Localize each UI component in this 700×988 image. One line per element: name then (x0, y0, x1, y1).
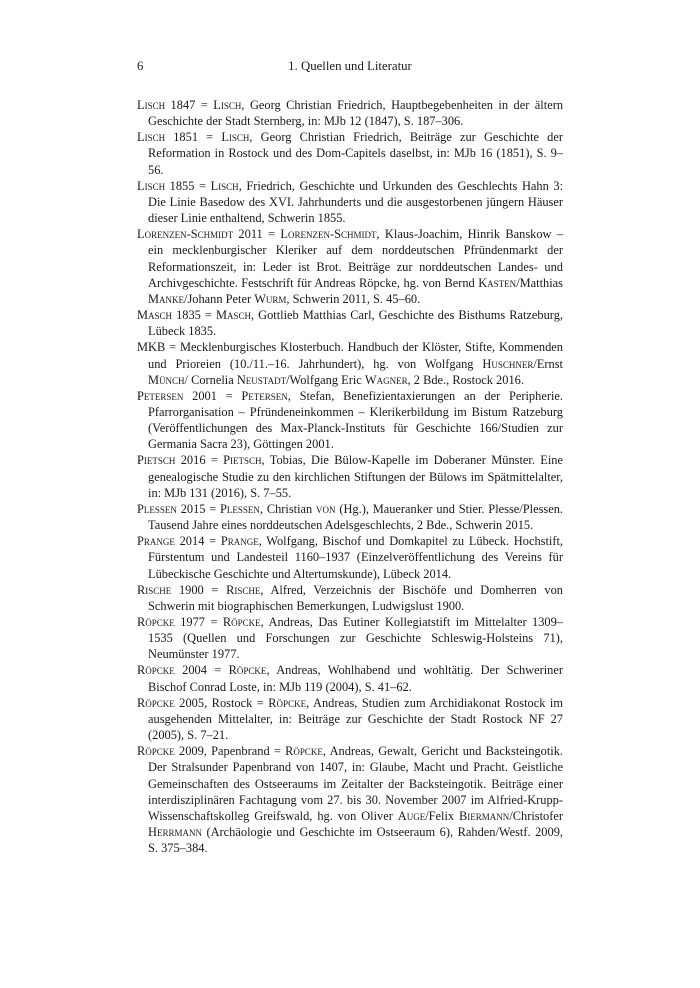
entry-text: 2015 = (176, 501, 221, 516)
entry-text: , Klaus-Joachim, Hinrik Banskow – ein mecklenburgischer Kleriker auf dem norddeutschen Pfründenmarkt der Reformationszeit, in: Leder ist Brot. Beiträge zur norddeutschen Landes- und Archivgeschichte. Festschrift für Andreas Röpcke, hg. von Bernd (148, 227, 564, 290)
author-name: Lisch (213, 98, 242, 112)
author-name: Lorenzen-Schmidt (137, 227, 234, 242)
author-name: Wurm (254, 291, 287, 306)
entry-text: 1847 = (165, 98, 214, 112)
entry-text: , Andreas, Gewalt, Gericht und Backsteingotik. Der Stralsunder Papenbrand von 1407, in: Glaube, Macht und Pracht. Geistliche Gemeinschaften des Ostseeraums im Zeitalter der Backsteingotik. Beiträge einer interdisziplinären Fachtagung vom 27. bis 30. November 2007 im Alfried-Krupp-Wissenschaftskolleg Greifswald, hg. von Oliver (148, 744, 564, 823)
author-name: Röpcke (137, 744, 175, 759)
entry-text: 2011 = (233, 227, 281, 242)
entry-text: 1851 = (165, 130, 222, 145)
running-head (137, 58, 563, 75)
bibliography-entry (137, 533, 563, 581)
bibliography-entry (137, 178, 563, 226)
entry-text: , Georg Christian Friedrich, Beiträge zur Geschichte der Reformation in Rostock und des Dom-Capitels daselbst, in: MJb 16 (1851), S. 9–56. (148, 130, 564, 177)
author-name: Prange (220, 534, 259, 549)
bibliography-entry (137, 97, 563, 129)
entry-text: /Matthias (516, 275, 563, 290)
entry-text: , Andreas, Wohlhabend und wohltätig. Der Schweriner Bischof Conrad Loste, in: MJb 119 (2004), S. 41–62. (148, 663, 564, 694)
bibliography-entry (137, 662, 563, 694)
author-name: Herrmann (148, 825, 202, 840)
entry-text: , Stefan, Benefizientaxierungen an der Peripherie. Pfarrorganisation – Pfründeneinkommen – Klerikerbildung im Bistum Ratzeburg (Veröffentlichungen des Max-Planck-Instituts für Geschichte 166/Studien zur Germania Sacra 23), Göttingen 2001. (148, 388, 563, 452)
bibliography-entry (137, 339, 563, 387)
author-name: Röpcke (222, 615, 261, 629)
bibliography-entry (137, 129, 563, 177)
author-name: Lisch (137, 178, 166, 193)
entry-text: , Georg Christian Friedrich, Hauptbegebenheiten in der ältern Geschichte der Stadt Sternberg, in: MJb 12 (1847), S. 187–306. (148, 98, 564, 129)
author-name: Lisch (137, 130, 166, 145)
page-number: 6 (137, 59, 144, 73)
entry-text: 1900 = (171, 582, 227, 597)
author-name: Masch (215, 308, 251, 323)
author-name: Rische (137, 582, 172, 597)
author-name: Petersen (241, 388, 288, 403)
entry-text: 1977 = (174, 615, 223, 629)
entry-text: 2009, Papenbrand = (174, 744, 286, 759)
entry-text: , Tobias, Die Bülow-Kapelle im Doberaner Münster. Eine genealogische Studie zu den kirchlichen Stiftungen der Bülows im Spätmittelalter, in: MJb 131 (2016), S. 7–55. (148, 453, 563, 500)
author-name: Röpcke (137, 615, 175, 629)
author-name: Plessen (137, 501, 177, 516)
entry-text: , Gottlieb Matthias Carl, Geschichte des Bisthums Ratzeburg, Lübeck 1835. (148, 308, 564, 339)
bibliography-entry (137, 743, 563, 856)
entry-text: MKB = Mecklenburgisches Klosterbuch. Handbuch der Klöster, Stifte, Kommenden und Prioreien (10./11.–16. Jahrhundert), hg. von Wolfgang (137, 340, 563, 371)
author-name: Lisch (137, 98, 166, 112)
author-name: Rische (226, 582, 261, 597)
bibliography-entry (137, 388, 563, 453)
entry-text: , 2 Bde., Rostock 2016. (407, 372, 524, 387)
author-name: Röpcke (268, 695, 307, 710)
entry-text: 2001 = (183, 388, 242, 403)
entry-text: 2014 = (174, 534, 221, 549)
author-name: Lisch (221, 130, 250, 145)
author-name: Lisch (210, 178, 239, 193)
entry-text: (Archäologie und Geschichte im Ostseeraum 6), Rahden/Westf. 2009, S. 375–384. (148, 825, 563, 856)
author-name: Münch (148, 372, 185, 387)
entry-text: (Hg.), Maueranker und Stier. Plesse/Plessen. Tausend Jahre eines norddeutschen Adelsgeschlechts, 2 Bde., Schwerin 2015. (148, 501, 563, 533)
bibliography-entry (137, 614, 563, 662)
entry-text: , Alfred, Verzeichnis der Bischöfe und Domherren von Schwerin mit biographischen Bemerkungen, Ludwigslust 1900. (148, 582, 563, 613)
author-name: Plessen (220, 501, 260, 516)
bibliography-entry (137, 226, 563, 307)
entry-text: 1835 = (172, 308, 216, 323)
author-name: Röpcke (285, 744, 323, 759)
bibliography-entry (137, 695, 563, 743)
bibliography-entry (137, 582, 563, 614)
author-name: Biermann (459, 808, 510, 823)
author-name: Pietsch (223, 453, 262, 468)
author-name: Prange (137, 534, 175, 549)
entry-text: /Johann Peter (184, 291, 255, 306)
author-name: von (316, 501, 336, 516)
bibliography-entry (137, 501, 563, 533)
author-name: Pietsch (137, 453, 176, 468)
entry-text: /Felix (425, 808, 460, 823)
bibliography-entry (137, 452, 563, 500)
entry-text: , Andreas, Studien zum Archidiakonat Rostock im ausgehenden Mittelalter, in: Beiträge zur Geschichte der Stadt Rostock NF 27 (2005), S. 7–21. (148, 695, 563, 743)
entry-text: /Wolfgang Eric (286, 372, 365, 387)
author-name: Huschner (482, 356, 534, 371)
bibliography-entry (137, 307, 563, 339)
entry-text: 2005, Rostock = (174, 695, 269, 710)
entry-text: , Schwerin 2011, S. 45–60. (286, 291, 421, 306)
entry-text: , Andreas, Das Eutiner Kollegiatstift im Mittelalter 1309–1535 (Quellen und Forschungen zur Geschichte Schleswig-Holsteins 71), Neumünster 1977. (148, 615, 563, 662)
author-name: Neustadt (236, 372, 287, 387)
entry-text: 2004 = (174, 663, 229, 678)
entry-text: /Ernst (533, 356, 563, 371)
book-page (137, 58, 563, 856)
author-name: Röpcke (137, 695, 175, 710)
entry-text: /Christofer (509, 808, 563, 823)
author-name: Röpcke (228, 663, 267, 678)
author-name: Manke (148, 291, 185, 306)
author-name: Auge (397, 808, 426, 823)
author-name: Lorenzen-Schmidt (280, 227, 377, 242)
author-name: Petersen (137, 388, 184, 403)
entry-text: 2016 = (175, 453, 224, 468)
entry-text: , Wolfgang, Bischof und Domkapitel zu Lübeck. Hochstift, Fürstentum und Landesteil 1160–1937 (Einzelveröffentlichung des Vereins für Lübeckische Geschichte und Altertumskunde), Lübeck 2014. (148, 534, 564, 581)
entry-text: , Christian (259, 501, 317, 516)
entry-text: / Cornelia (184, 372, 237, 387)
author-name: Kasten (478, 275, 517, 290)
bibliography-list (137, 97, 563, 856)
running-title: 1. Quellen und Literatur (288, 59, 412, 73)
author-name: Wagner (364, 372, 408, 387)
entry-text: 1855 = (165, 178, 211, 193)
author-name: Röpcke (137, 663, 175, 678)
entry-text: , Friedrich, Geschichte und Urkunden des Geschlechts Hahn 3: Die Linie Basedow des XVI. Jahrhunderts und die ausgestorbenen jüngern Häuser dieser Linie enthaltend, Schwerin 1855. (148, 178, 564, 226)
author-name: Masch (137, 308, 173, 323)
